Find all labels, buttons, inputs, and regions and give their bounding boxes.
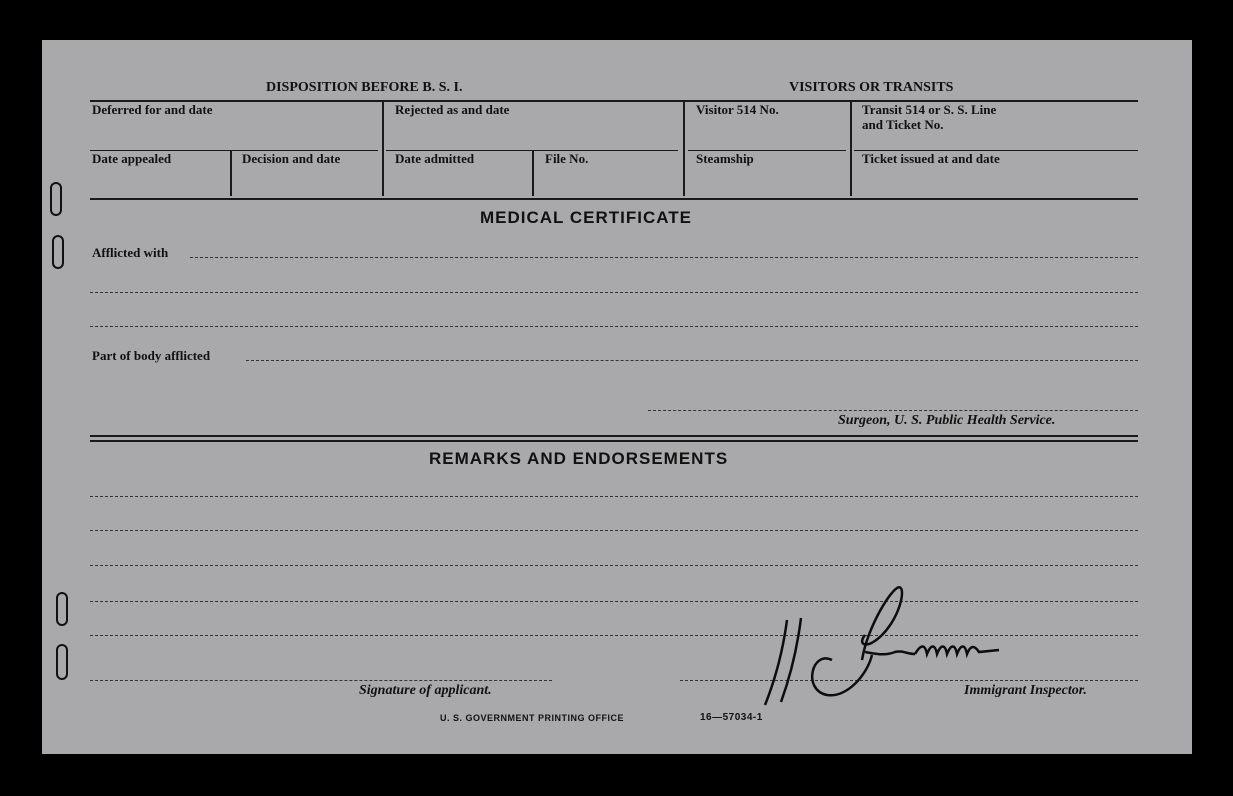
printing-office: U. S. GOVERNMENT PRINTING OFFICE bbox=[440, 713, 625, 723]
surgeon-signature-line bbox=[648, 410, 1138, 411]
file-no-label: File No. bbox=[545, 151, 589, 166]
afflicted-line-3 bbox=[90, 326, 1138, 327]
disposition-heading: DISPOSITION BEFORE B. S. I. bbox=[266, 80, 463, 95]
applicant-signature-caption: Signature of applicant. bbox=[359, 683, 492, 698]
date-appealed-label: Date appealed bbox=[92, 151, 172, 166]
rejected-label: Rejected as and date bbox=[395, 102, 510, 117]
left-edge-mark bbox=[56, 644, 68, 680]
ticket-issued-label: Ticket issued at and date bbox=[862, 151, 1000, 166]
deferred-label: Deferred for and date bbox=[92, 102, 213, 117]
medical-certificate-heading: MEDICAL CERTIFICATE bbox=[480, 208, 692, 227]
record-card bbox=[42, 40, 1192, 754]
date-admitted-label: Date admitted bbox=[395, 151, 475, 166]
part-of-body-label: Part of body afflicted bbox=[92, 348, 211, 363]
visitors-heading: VISITORS OR TRANSITS bbox=[789, 80, 954, 95]
form-number: 16—57034-1 bbox=[700, 712, 763, 723]
left-edge-mark bbox=[52, 235, 64, 269]
part-of-body-line bbox=[246, 360, 1138, 361]
grid-bottom-rule bbox=[90, 198, 1138, 200]
afflicted-with-label: Afflicted with bbox=[92, 245, 169, 260]
applicant-signature-line bbox=[90, 680, 552, 681]
visitor-label: Visitor 514 No. bbox=[696, 102, 779, 117]
transit-label-line1: Transit 514 or S. S. Line bbox=[862, 102, 997, 117]
double-rule-bottom bbox=[90, 440, 1138, 442]
inspector-caption: Immigrant Inspector. bbox=[964, 683, 1087, 698]
afflicted-line-2 bbox=[90, 292, 1138, 293]
grid-divider bbox=[683, 100, 685, 196]
double-rule-top bbox=[90, 435, 1138, 437]
decision-label: Decision and date bbox=[242, 151, 341, 166]
transit-label-line2: and Ticket No. bbox=[862, 117, 944, 132]
afflicted-with-line bbox=[190, 257, 1138, 258]
surgeon-caption: Surgeon, U. S. Public Health Service. bbox=[838, 413, 1056, 428]
steamship-label: Steamship bbox=[696, 151, 754, 166]
grid-divider bbox=[382, 100, 384, 196]
remarks-line bbox=[90, 530, 1138, 531]
grid-divider bbox=[532, 151, 534, 196]
grid-divider bbox=[230, 151, 232, 196]
grid-divider bbox=[850, 100, 852, 196]
remarks-line bbox=[90, 565, 1138, 566]
left-edge-mark bbox=[50, 182, 62, 216]
left-edge-mark bbox=[56, 592, 68, 626]
inspector-handwritten-signature bbox=[757, 580, 1027, 710]
remarks-line bbox=[90, 496, 1138, 497]
remarks-heading: REMARKS AND ENDORSEMENTS bbox=[429, 449, 729, 468]
